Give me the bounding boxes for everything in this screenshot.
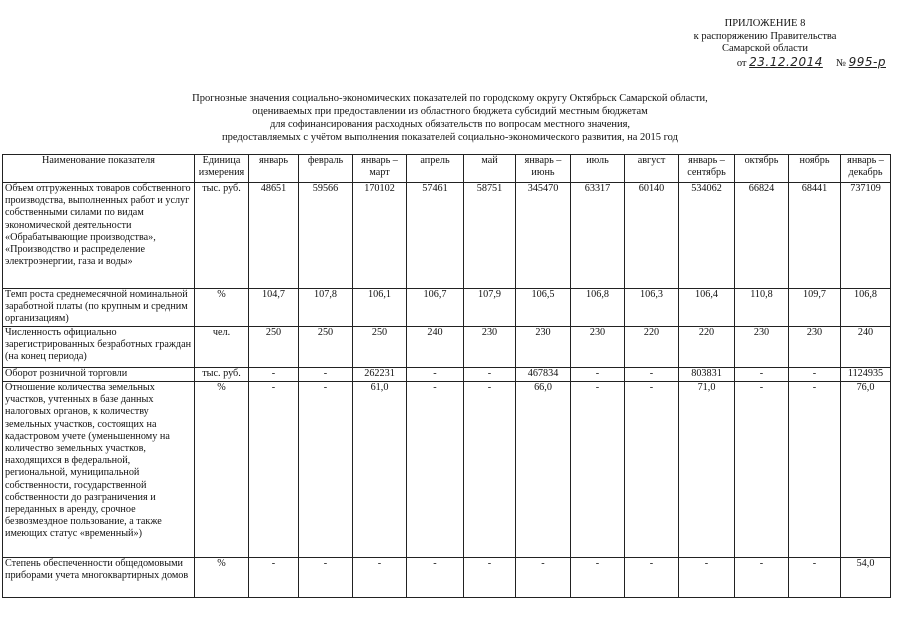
value-cell: 737109 bbox=[841, 183, 891, 289]
unit-cell: % bbox=[195, 382, 249, 558]
value-cell: 109,7 bbox=[789, 289, 841, 327]
table-row bbox=[3, 382, 891, 558]
value-cell: 106,7 bbox=[407, 289, 464, 327]
value-cell: - bbox=[516, 558, 571, 598]
value-cell: 1124935 bbox=[841, 368, 891, 382]
heading-line: Прогнозные значения социально-экономических показателей по городскому округу Октябрьск Самарской области, bbox=[192, 93, 708, 104]
value-cell: - bbox=[789, 558, 841, 598]
value-cell: - bbox=[571, 368, 625, 382]
value-cell: 467834 bbox=[516, 368, 571, 382]
value-cell: 61,0 bbox=[353, 382, 407, 558]
header-cell: август bbox=[625, 155, 679, 183]
indicator-name: Объем отгруженных товаров собственного производства, выполненных работ и услуг собственными силами по видам экономической деятельности «Обрабатывающие производства», «Производство и распределение электроэнергии, газа и воды» bbox=[3, 183, 195, 289]
value-cell: 345470 bbox=[516, 183, 571, 289]
value-cell: 104,7 bbox=[249, 289, 299, 327]
value-cell: 60140 bbox=[625, 183, 679, 289]
indicator-name: Отношение количества земельных участков, учтенных в базе данных налоговых органов, к количеству земельных участков, состоящих на кадастровом учете (уменьшенному на количество земельных участков, находящихся в федеральной, региональной, муниципальной собственности, государственной собственности до разграничения и переданных в аренду, срочное безвозмездное пользование, а также имеющих статус «временный») bbox=[3, 382, 195, 558]
value-cell: 66824 bbox=[735, 183, 789, 289]
indicator-name: Темп роста среднемесячной номинальной заработной платы (по крупным и средним организациям) bbox=[3, 289, 195, 327]
table-header-row bbox=[3, 155, 891, 183]
table-row bbox=[3, 183, 891, 289]
value-cell: - bbox=[353, 558, 407, 598]
value-cell: - bbox=[464, 368, 516, 382]
header-cell: апрель bbox=[407, 155, 464, 183]
value-cell: - bbox=[735, 368, 789, 382]
value-cell: - bbox=[789, 368, 841, 382]
unit-cell: чел. bbox=[195, 327, 249, 368]
header-cell: январь – март bbox=[353, 155, 407, 183]
number-prefix: № bbox=[835, 57, 847, 69]
date-prefix: от bbox=[736, 57, 747, 69]
value-cell: - bbox=[249, 382, 299, 558]
header-cell: май bbox=[464, 155, 516, 183]
value-cell: - bbox=[625, 368, 679, 382]
header-cell: январь – декабрь bbox=[841, 155, 891, 183]
value-cell: 262231 bbox=[353, 368, 407, 382]
value-cell: 57461 bbox=[407, 183, 464, 289]
value-cell: - bbox=[249, 368, 299, 382]
value-cell: 76,0 bbox=[841, 382, 891, 558]
unit-cell: тыс. руб. bbox=[195, 368, 249, 382]
value-cell: 58751 bbox=[464, 183, 516, 289]
indicator-name: Численность официально зарегистрированных безработных граждан (на конец периода) bbox=[3, 327, 195, 368]
value-cell: 803831 bbox=[679, 368, 735, 382]
value-cell: - bbox=[464, 558, 516, 598]
value-cell: - bbox=[249, 558, 299, 598]
heading-line: предоставляемых с учётом выполнения показателей социально-экономического развития, на 2015 год bbox=[222, 132, 678, 143]
value-cell: - bbox=[299, 382, 353, 558]
document-heading bbox=[150, 92, 750, 144]
indicator-name: Оборот розничной торговли bbox=[3, 368, 195, 382]
value-cell: - bbox=[735, 382, 789, 558]
header-cell: июль bbox=[571, 155, 625, 183]
value-cell: 170102 bbox=[353, 183, 407, 289]
unit-cell: % bbox=[195, 289, 249, 327]
unit-cell: тыс. руб. bbox=[195, 183, 249, 289]
value-cell: - bbox=[625, 382, 679, 558]
value-cell: - bbox=[789, 382, 841, 558]
value-cell: - bbox=[571, 382, 625, 558]
appendix-title: ПРИЛОЖЕНИЕ 8 bbox=[724, 18, 806, 29]
value-cell: 107,9 bbox=[464, 289, 516, 327]
indicators-table bbox=[2, 154, 891, 598]
value-cell: 534062 bbox=[679, 183, 735, 289]
value-cell: 240 bbox=[407, 327, 464, 368]
table-row bbox=[3, 327, 891, 368]
header-cell: ноябрь bbox=[789, 155, 841, 183]
value-cell: - bbox=[464, 382, 516, 558]
value-cell: 106,5 bbox=[516, 289, 571, 327]
appendix-date-line bbox=[640, 56, 890, 71]
value-cell: 230 bbox=[789, 327, 841, 368]
header-cell: январь – июнь bbox=[516, 155, 571, 183]
value-cell: 54,0 bbox=[841, 558, 891, 598]
value-cell: 250 bbox=[353, 327, 407, 368]
header-cell: январь – сентябрь bbox=[679, 155, 735, 183]
unit-cell: % bbox=[195, 558, 249, 598]
value-cell: - bbox=[407, 558, 464, 598]
heading-line: для софинансирования расходных обязательств по вопросам местного значения, bbox=[269, 119, 631, 130]
value-cell: - bbox=[735, 558, 789, 598]
value-cell: 230 bbox=[516, 327, 571, 368]
value-cell: 230 bbox=[464, 327, 516, 368]
appendix-block bbox=[640, 18, 890, 70]
value-cell: 106,1 bbox=[353, 289, 407, 327]
appendix-line-1: к распоряжению Правительства bbox=[693, 30, 837, 42]
table-row bbox=[3, 558, 891, 598]
value-cell: - bbox=[625, 558, 679, 598]
table-row bbox=[3, 289, 891, 327]
value-cell: - bbox=[299, 558, 353, 598]
value-cell: 66,0 bbox=[516, 382, 571, 558]
header-cell: Наименование показателя bbox=[3, 155, 195, 183]
value-cell: - bbox=[407, 382, 464, 558]
value-cell: 63317 bbox=[571, 183, 625, 289]
header-cell: октябрь bbox=[735, 155, 789, 183]
header-cell: февраль bbox=[299, 155, 353, 183]
appendix-line-2: Самарской области bbox=[722, 43, 808, 54]
value-cell: 250 bbox=[249, 327, 299, 368]
value-cell: 220 bbox=[679, 327, 735, 368]
value-cell: 68441 bbox=[789, 183, 841, 289]
value-cell: - bbox=[571, 558, 625, 598]
value-cell: - bbox=[299, 368, 353, 382]
value-cell: 106,3 bbox=[625, 289, 679, 327]
header-cell: Единица измерения bbox=[195, 155, 249, 183]
value-cell: 220 bbox=[625, 327, 679, 368]
value-cell: 106,8 bbox=[571, 289, 625, 327]
table-row bbox=[3, 368, 891, 382]
value-cell: 106,8 bbox=[841, 289, 891, 327]
value-cell: 110,8 bbox=[735, 289, 789, 327]
indicator-name: Степень обеспеченности общедомовыми приборами учета многоквартирных домов bbox=[3, 558, 195, 598]
value-cell: 106,4 bbox=[679, 289, 735, 327]
value-cell: 107,8 bbox=[299, 289, 353, 327]
header-cell: январь bbox=[249, 155, 299, 183]
value-cell: 240 bbox=[841, 327, 891, 368]
value-cell: - bbox=[407, 368, 464, 382]
heading-line: оцениваемых при предоставлении из областного бюджета субсидий местным бюджетам bbox=[252, 106, 648, 117]
number-value: 995-р bbox=[848, 54, 886, 69]
value-cell: 48651 bbox=[249, 183, 299, 289]
value-cell: 59566 bbox=[299, 183, 353, 289]
value-cell: - bbox=[679, 558, 735, 598]
value-cell: 71,0 bbox=[679, 382, 735, 558]
value-cell: 230 bbox=[571, 327, 625, 368]
value-cell: 230 bbox=[735, 327, 789, 368]
value-cell: 250 bbox=[299, 327, 353, 368]
date-value: 23.12.2014 bbox=[749, 54, 823, 69]
